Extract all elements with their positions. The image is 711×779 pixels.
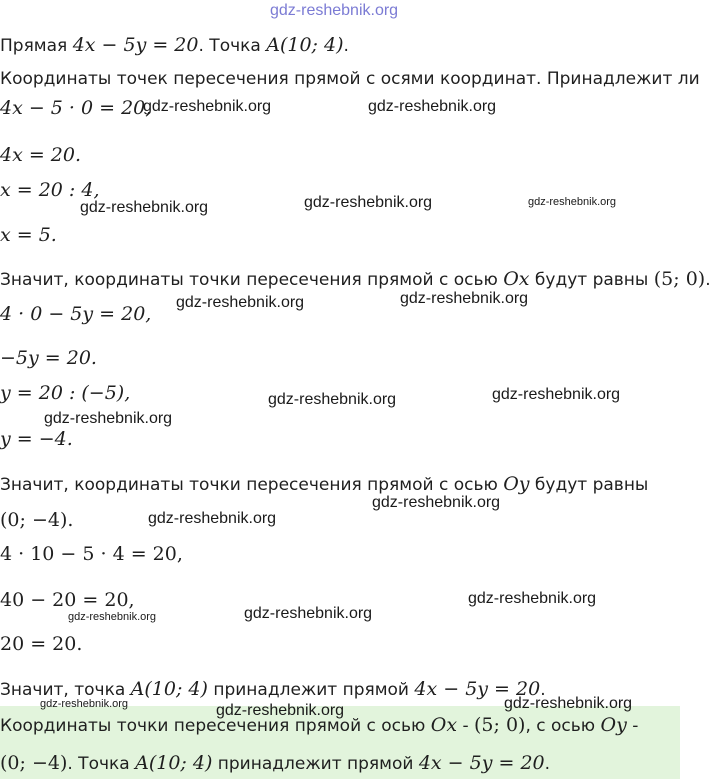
text: принадлежит прямой xyxy=(212,754,419,774)
watermark: gdz-reshebnik.org xyxy=(400,290,529,307)
point-oy: (0; −4). xyxy=(0,509,74,531)
watermark: gdz-reshebnik.org xyxy=(244,605,373,622)
text: . xyxy=(540,680,546,700)
answer-line-2 xyxy=(0,752,550,775)
watermark: gdz-reshebnik.org xyxy=(216,702,345,719)
step-x-2: 4x = 20. xyxy=(0,144,82,166)
equation: 4x − 5y = 20 xyxy=(414,678,541,700)
step-x-3: x = 20 : 4, xyxy=(0,179,100,201)
point-a: A(10; 4) xyxy=(130,678,208,700)
watermark: gdz-reshebnik.org xyxy=(176,294,305,311)
watermark: gdz-reshebnik.org xyxy=(492,386,621,403)
watermark: gdz-reshebnik.org xyxy=(148,510,277,527)
watermark: gdz-reshebnik.org xyxy=(270,2,399,19)
watermark: gdz-reshebnik.org xyxy=(368,98,497,115)
text: Значит, координаты точки пересечения прямой с осью xyxy=(0,270,504,290)
point-oy: (0; −4) xyxy=(0,752,68,774)
check-1: 4 · 10 − 5 · 4 = 20, xyxy=(0,543,183,565)
step-y-2: −5y = 20. xyxy=(0,347,97,369)
step-y-4: y = −4. xyxy=(0,428,73,450)
point-a: A(10; 4) xyxy=(266,34,344,56)
check-3: 20 = 20. xyxy=(0,633,83,655)
conclusion-ox xyxy=(0,268,711,291)
text: Прямая xyxy=(0,36,73,56)
watermark: gdz-reshebnik.org xyxy=(468,590,597,607)
equation: 4x − 5y = 20 xyxy=(418,752,545,774)
axis-oy: Oy xyxy=(600,714,627,736)
text: . Точка xyxy=(198,36,267,56)
step-y-1: 4 · 0 − 5y = 20, xyxy=(0,303,152,325)
axis-oy: Oy xyxy=(503,473,530,495)
watermark: gdz-reshebnik.org xyxy=(528,196,617,208)
step-y-3: y = 20 : (−5), xyxy=(0,382,131,404)
text: Значит, координаты точки пересечения прямой с осью xyxy=(0,475,504,495)
text: - xyxy=(457,716,475,736)
axis-ox: Ox xyxy=(430,714,458,736)
conclusion-oy xyxy=(0,473,648,496)
text: будут равны xyxy=(529,270,654,290)
watermark: gdz-reshebnik.org xyxy=(68,611,157,623)
watermark: gdz-reshebnik.org xyxy=(372,494,501,511)
point-a: A(10; 4) xyxy=(135,752,213,774)
problem-statement xyxy=(0,34,349,57)
point-ox: (5; 0) xyxy=(474,714,526,736)
point-ox: (5; 0) xyxy=(653,268,706,290)
text: . xyxy=(343,36,349,56)
text: - xyxy=(626,716,639,736)
watermark: gdz-reshebnik.org xyxy=(504,695,633,712)
text: . xyxy=(544,754,551,774)
text: , с осью xyxy=(525,716,601,736)
axis-ox: Ox xyxy=(503,268,530,290)
watermark: gdz-reshebnik.org xyxy=(80,199,209,216)
text: . Точка xyxy=(67,754,136,774)
text: Значит, точка xyxy=(0,680,131,700)
task-text: Координаты точек пересечения прямой с осями координат. Принадлежит ли xyxy=(0,69,700,89)
text: . xyxy=(705,270,711,290)
text: Координаты точки пересечения прямой с осью xyxy=(0,716,431,736)
watermark: gdz-reshebnik.org xyxy=(304,194,433,211)
step-x-1: 4x − 5 · 0 = 20, xyxy=(0,97,152,119)
check-2: 40 − 20 = 20, xyxy=(0,589,135,611)
watermark: gdz-reshebnik.org xyxy=(143,98,272,115)
watermark: gdz-reshebnik.org xyxy=(268,391,397,408)
watermark: gdz-reshebnik.org xyxy=(40,698,129,710)
watermark: gdz-reshebnik.org xyxy=(44,410,173,427)
text: будут равны xyxy=(529,475,649,495)
text: принадлежит прямой xyxy=(207,680,415,700)
step-x-4: x = 5. xyxy=(0,224,57,246)
equation: 4x − 5y = 20 xyxy=(72,34,199,56)
